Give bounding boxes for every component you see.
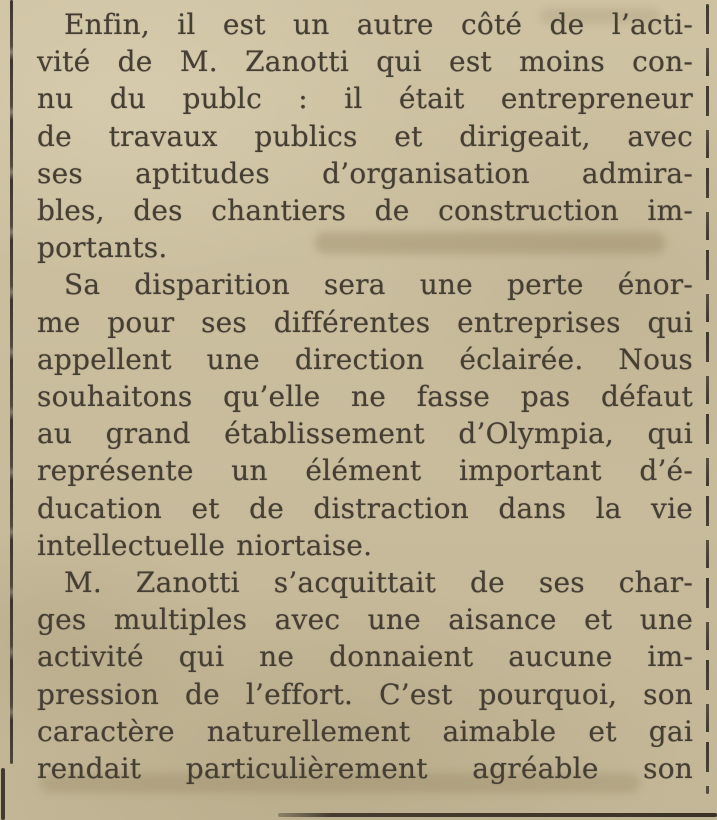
text-line: activité qui ne donnaient aucune im-	[37, 640, 693, 674]
text-line: Enfin, il est un autre côté de l’acti-	[64, 8, 693, 41]
article-text-column	[37, 6, 693, 787]
section-divider-bottom	[278, 813, 717, 817]
column-divider-right	[706, 4, 709, 794]
text-line: ges multiples avec une aisance et une	[37, 603, 693, 637]
text-line: nu du publc : il était entrepreneur	[37, 82, 693, 116]
text-line: souhaitons qu’elle ne fasse pas défaut	[37, 380, 693, 414]
text-line: me pour ses différentes entreprises qui	[37, 305, 693, 339]
text-line: ses aptitudes d’organisation admira-	[37, 156, 693, 190]
text-line: vité de M. Zanotti qui est moins con-	[37, 45, 693, 79]
text-line: appellent une direction éclairée. Nous	[37, 342, 693, 376]
text-line: pression de l’effort. C’est pourquoi, son	[37, 677, 693, 711]
text-line: intellectuelle niortaise.	[37, 528, 373, 562]
text-line: au grand établissement d’Olympia, qui	[37, 417, 693, 451]
text-line: caractère naturellement aimable et gai	[37, 714, 693, 748]
column-divider-left	[10, 0, 13, 764]
text-line: représente un élément important d’é-	[37, 454, 693, 488]
text-line: de travaux publics et dirigeait, avec	[37, 119, 693, 153]
text-line: portants.	[37, 231, 168, 265]
text-line: M. Zanotti s’acquittait de ses char-	[64, 566, 693, 600]
column-divider-left-lower-segment	[1, 768, 5, 820]
text-line: bles, des chantiers de construction im-	[37, 194, 693, 228]
text-line: Sa disparition sera une perte énor-	[64, 268, 693, 302]
text-line: rendait particulièrement agréable son	[37, 752, 693, 786]
text-line: ducation et de distraction dans la vie	[37, 491, 693, 525]
